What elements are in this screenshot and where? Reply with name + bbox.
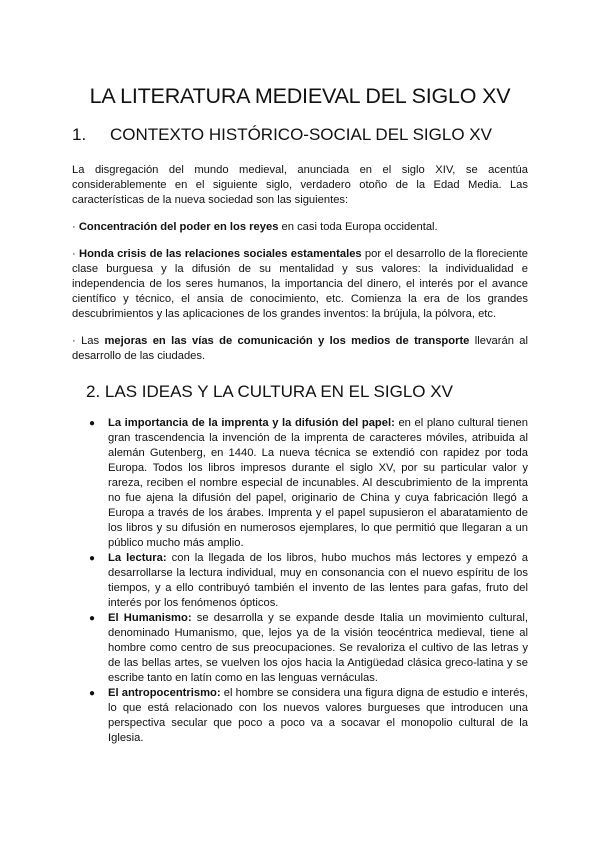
- list-item-text: en el plano cultural tienen gran trascendencia la invención de la imprenta de caracteres móviles, atribuida al alemán Gutenberg, en 1440. La nueva técnica se extendió con rapidez por toda Europa. Todos los libros impresos durante el siglo XV, por su particular valor y rareza, reciben el nombre especial de incunables. Al descubrimiento de la imprenta no fue ajena la difusión del papel, originario de China y cuya fabricación llegó a Europa a través de los árabes. Imprenta y el papel supusieron el abaratamiento de los libros y su difusión en numerosos ejemplares, lo que permitió que llegaran a un público mucho más amplio.: [108, 417, 528, 549]
- context-item-bold: mejoras en las vías de comunicación y los medios de transporte: [104, 335, 470, 347]
- context-item-text: por el desarrollo de la floreciente clase burguesa y la difusión de su mentalidad y sus valores: la individualidad e independencia de los seres humanos, la importancia del dinero, el interés por el avance científico y técnico, el ansia de conocimiento, etc. Comienza la era de los grandes descubrimientos y las aplicaciones de los grandes inventos: la brújula, la pólvora, etc.: [72, 248, 528, 320]
- list-item-imprenta: [89, 416, 528, 551]
- bullet-icon: ●: [89, 613, 96, 624]
- context-item-transport: [72, 334, 528, 364]
- list-item-bold: El antropocentrismo:: [108, 687, 221, 699]
- section-1-number: 1.: [72, 125, 87, 144]
- context-item-prefix: ·: [72, 221, 79, 233]
- context-item-prefix: · Las: [72, 335, 105, 347]
- context-item-power: [72, 220, 528, 235]
- context-item-prefix: ·: [72, 248, 79, 260]
- section-2-heading: 2. LAS IDEAS Y LA CULTURA EN EL SIGLO XV: [86, 382, 453, 401]
- bullet-icon: ●: [89, 553, 96, 564]
- section-1-heading-text: CONTEXTO HISTÓRICO-SOCIAL DEL SIGLO XV: [110, 125, 492, 144]
- list-item-text: se desarrolla y se expande desde Italia un movimiento cultural, denominado Humanismo, que, lejos ya de la visión teocéntrica medieval, tiene al hombre como centro de sus preocupaciones. Se revaloriza el cultivo de las letras y de las bellas artes, se vuelven los ojos hacia la Antigüedad clásica greco-latina y se escribe tanto en latín como en las lenguas vernáculas.: [108, 612, 528, 684]
- list-item-humanismo: [89, 611, 528, 686]
- list-item-text: con la llegada de los libros, hubo muchos más lectores y empezó a desarrollarse la lectura individual, muy en consonancia con el nuevo espíritu de los tiempos, y a ello contribuyó también el invento de las lentes para gafas, fruto del interés por los fenómenos ópticos.: [108, 552, 529, 609]
- context-item-crisis: [72, 247, 528, 322]
- section-1-intro: La disgregación del mundo medieval, anunciada en el siglo XIV, se acentúa considerablemente en el siguiente siglo, verdadero otoño de la Edad Media. Las características de la nueva sociedad son las siguientes:: [72, 164, 528, 206]
- list-item-antropocentrismo: [89, 686, 529, 746]
- page-title: LA LITERATURA MEDIEVAL DEL SIGLO XV: [89, 84, 511, 108]
- context-item-bold: Honda crisis de las relaciones sociales estamentales: [79, 248, 362, 260]
- list-item-text: el hombre se considera una figura digna de estudio e interés, lo que está relacionado con los nuevos valores burgueses que introducen una perspectiva secular que poco a poco va a socavar el monopolio cultural de la Iglesia.: [108, 687, 529, 744]
- context-item-text: llevarán al desarrollo de las ciudades.: [72, 335, 528, 362]
- bullet-icon: ●: [89, 688, 96, 699]
- list-item-bold: El Humanismo:: [108, 612, 192, 624]
- list-item-lectura: [89, 551, 529, 611]
- context-item-bold: Concentración del poder en los reyes: [78, 221, 279, 233]
- context-item-text: en casi toda Europa occidental.: [278, 221, 438, 233]
- section-1-heading: [72, 125, 528, 145]
- ideas-list: [72, 416, 528, 746]
- bullet-icon: ●: [89, 418, 96, 429]
- list-item-bold: La lectura:: [108, 552, 167, 564]
- list-item-bold: La importancia de la imprenta y la difusión del papel:: [108, 417, 395, 429]
